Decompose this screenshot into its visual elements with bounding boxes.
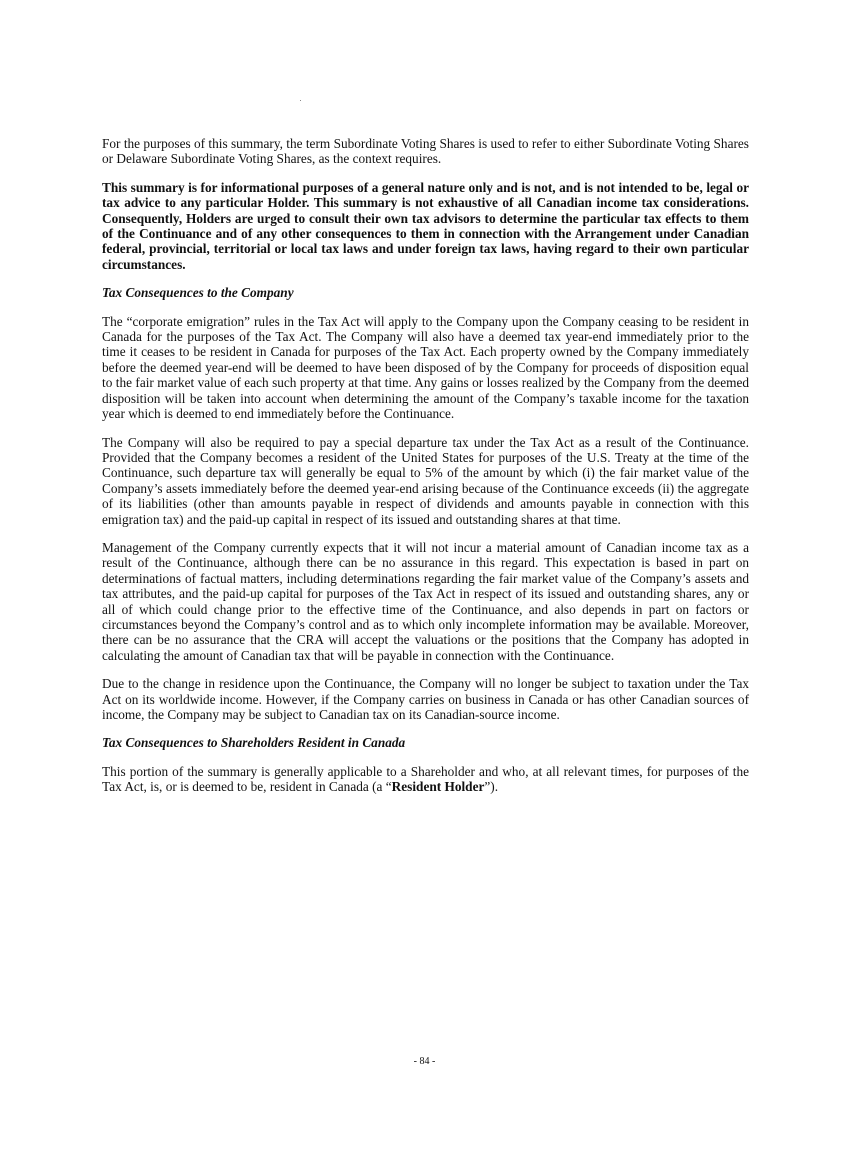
paragraph-residence-change: Due to the change in residence upon the Continuance, the Company will no longer be subject to taxation under the Tax Act on its worldwide income. However, if the Company carries on business in Canada or has other Canadian sources of income, the Company may be subject to Canadian tax on its Canadian-source income. xyxy=(102,676,749,722)
paragraph-resident-holder xyxy=(102,764,749,795)
stray-mark xyxy=(300,100,301,101)
heading-shareholder-tax-consequences: Tax Consequences to Shareholders Resident in Canada xyxy=(102,735,406,751)
paragraph-disclaimer: This summary is for informational purposes of a general nature only and is not, and is not intended to be, legal or tax advice to any particular Holder. This summary is not exhaustive of all Canadian income tax considerations. Consequently, Holders are urged to consult their own tax advisors to determine the particular tax effects to them of the Continuance and of any other consequences to them in connection with the Arrangement under Canadian federal, provincial, territorial or local tax laws and under foreign tax laws, having regard to their own particular circumstances. xyxy=(102,179,749,272)
resident-holder-text-post: ”). xyxy=(484,779,499,795)
paragraph-departure-tax: The Company will also be required to pay a special departure tax under the Tax Act as a result of the Continuance. Provided that the Company becomes a resident of the United States for purposes of the U.S. Treaty at the time of the Continuance, such departure tax will generally be equal to 5% of the amount by which (i) the fair market value of the Company’s assets immediately before the deemed year-end arising because of the Continuance exceeds (ii) the aggregate of its liabilities (other than amounts payable in respect of dividends and amounts payable in connection with this emigration tax) and the paid-up capital in respect of its issued and outstanding shares at that time. xyxy=(102,434,749,527)
page-number: - 84 - xyxy=(413,1056,436,1067)
resident-holder-text-pre: This portion of the summary is generally applicable to a Shareholder and who, at all relevant times, for purposes of the Tax Act, is, or is deemed to be, resident in Canada (a “ xyxy=(102,763,749,795)
document-body xyxy=(102,136,749,808)
paragraph-corporate-emigration: The “corporate emigration” rules in the Tax Act will apply to the Company upon the Company ceasing to be resident in Canada for the purposes of the Tax Act. The Company will also have a deemed tax year-end immediately prior to the time it ceases to be resident in Canada for purposes of the Tax Act. Each property owned by the Company immediately before the deemed year-end will be deemed to have been disposed of by the Company for proceeds of disposition equal to the fair market value of each such property at that time. Any gains or losses realized by the Company from the deemed disposition will be taken into account when determining the amount of the Company’s taxable income for the taxation year which is deemed to end immediately before the Continuance. xyxy=(102,313,749,422)
heading-company-tax-consequences: Tax Consequences to the Company xyxy=(102,285,294,301)
paragraph-management-expectation: Management of the Company currently expects that it will not incur a material amount of Canadian income tax as a result of the Continuance, although there can be no assurance in this regard. This expectation is based in part on determinations of factual matters, including determinations regarding the fair market value of the Company’s assets and tax attributes, and the paid-up capital for purposes of the Tax Act in respect of its issued and outstanding shares, any or all of which could change prior to the effective time of the Continuance, and also depends in part on factors or circumstances beyond the Company’s control and as to which only incomplete information may be available. Moreover, there can be no assurance that the CRA will accept the valuations or the positions that the Company has adopted in calculating the amount of Canadian tax that will be payable in connection with the Continuance. xyxy=(102,539,749,663)
paragraph-definition: For the purposes of this summary, the term Subordinate Voting Shares is used to refer to either Subordinate Voting Shares or Delaware Subordinate Voting Shares, as the context requires. xyxy=(102,136,749,167)
resident-holder-term: Resident Holder xyxy=(391,779,485,795)
